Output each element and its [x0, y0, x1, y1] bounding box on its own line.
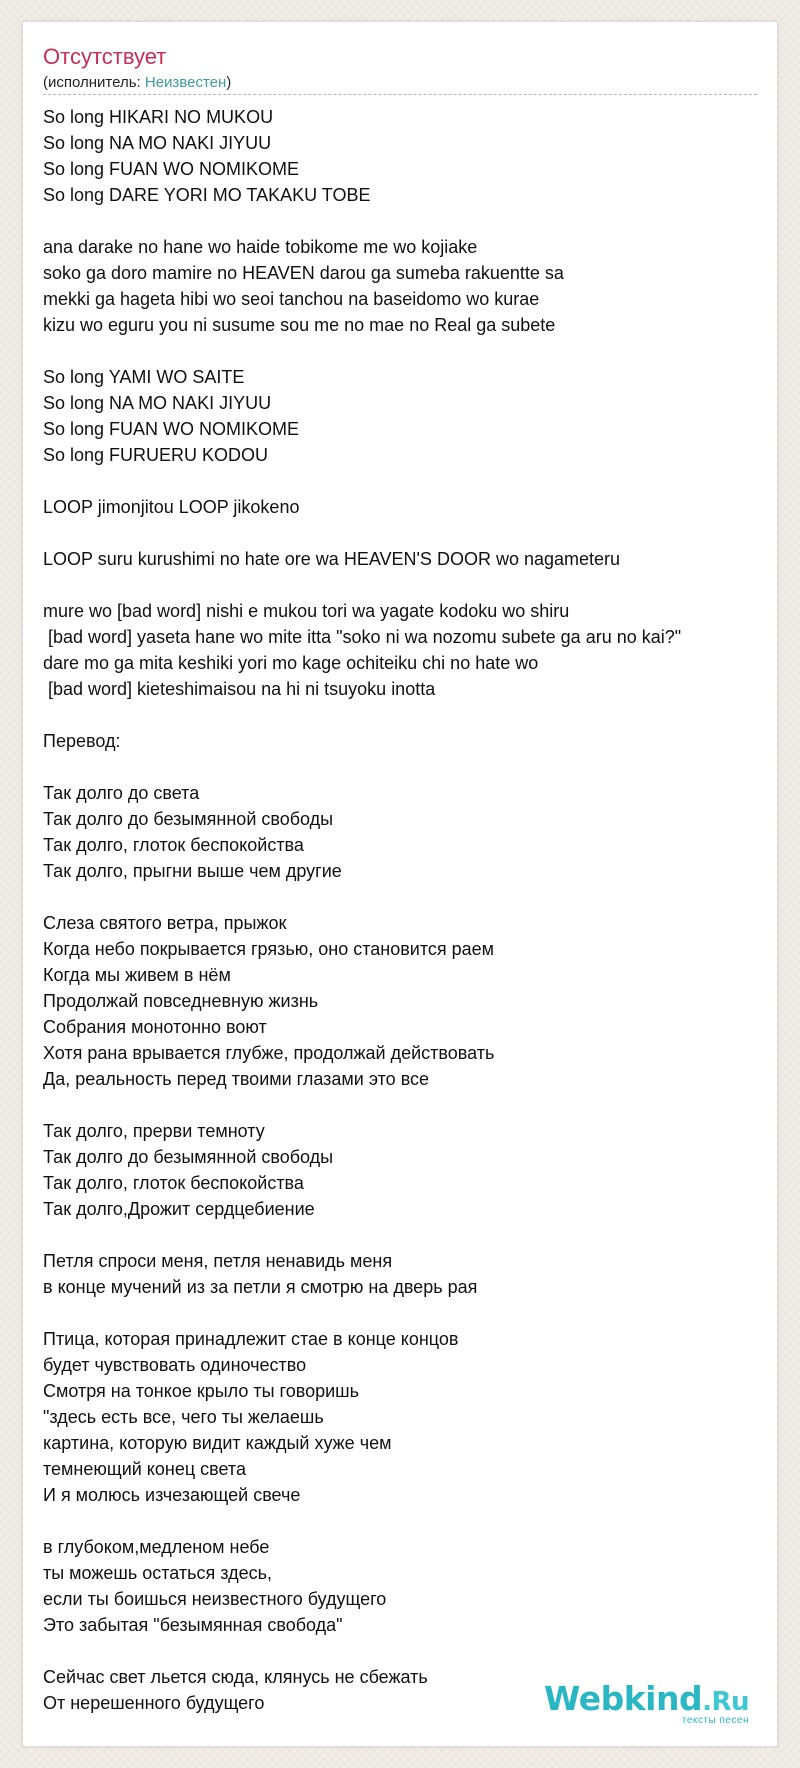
lyric-line: Смотря на тонкое крыло ты говоришь — [43, 1381, 359, 1401]
lyric-line: темнеющий конец света — [43, 1459, 246, 1479]
lyric-line: От нерешенного будущего — [43, 1693, 265, 1713]
lyric-line: Так долго, глоток беспокойства — [43, 1173, 304, 1193]
blank-line — [43, 572, 763, 598]
lyric-line: So long FUAN WO NOMIKOME — [43, 159, 300, 179]
logo-name: Webkind — [543, 1679, 703, 1718]
lyric-line: Так долго,Дрожит сердцебиение — [43, 1199, 315, 1219]
lyric-line: если ты боишься неизвестного будущего — [43, 1589, 387, 1609]
lyric-line: kizu wo eguru you ni susume sou me no mae no Real ga subete — [43, 315, 556, 335]
lyric-line: Петля спроси меня, петля ненавидь меня — [43, 1251, 393, 1271]
lyric-line: ты можешь остаться здесь, — [43, 1563, 273, 1583]
blank-line — [43, 754, 763, 780]
lyric-line: Так долго до безымянной свободы — [43, 809, 334, 829]
lyric-line: Так долго, глоток беспокойства — [43, 835, 304, 855]
logo-tagline: тексты песен — [681, 1715, 749, 1726]
lyric-line: Когда небо покрывается грязью, оно становится раем — [43, 939, 495, 959]
lyric-line: Сейчас свет льется сюда, клянусь не сбежать — [43, 1667, 428, 1687]
lyric-line: Хотя рана врывается глубже, продолжай действовать — [43, 1043, 495, 1063]
blank-line — [43, 520, 763, 546]
song-title: Отсутствует — [43, 44, 167, 69]
artist-link[interactable]: Неизвестен — [144, 74, 227, 91]
blank-line — [43, 1638, 763, 1664]
lyric-line: "здесь есть все, чего ты желаешь — [43, 1407, 324, 1427]
lyric-line: будет чувствовать одиночество — [43, 1355, 307, 1375]
artist-suffix: ) — [226, 74, 232, 91]
blank-line — [43, 1300, 763, 1326]
lyric-line: Так долго, прерви темноту — [43, 1121, 265, 1141]
blank-line — [43, 208, 763, 234]
lyric-line: в конце мучений из за петли я смотрю на дверь рая — [43, 1277, 478, 1297]
lyric-line: Птица, которая принадлежит стае в конце концов — [43, 1329, 459, 1349]
lyric-line: So long NA MO NAKI JIYUU — [43, 393, 272, 413]
lyric-line: LOOP suru kurushimi no hate ore wa HEAVEN'S DOOR wo nagameteru — [43, 549, 621, 569]
lyric-line: So long DARE YORI MO TAKAKU TOBE — [43, 185, 371, 205]
lyric-line: mure wo [bad word] nishi e mukou tori wa yagate kodoku wo shiru — [43, 601, 570, 621]
lyric-line: И я молюсь изчезающей свече — [43, 1485, 301, 1505]
blank-line — [43, 1222, 763, 1248]
lyric-line: So long FUAN WO NOMIKOME — [43, 419, 300, 439]
lyric-line: LOOP jimonjitou LOOP jikokeno — [43, 497, 300, 517]
lyric-line: Так долго до безымянной свободы — [43, 1147, 334, 1167]
artist-line — [43, 74, 231, 91]
blank-line — [43, 1092, 763, 1118]
lyrics-text — [43, 104, 763, 1716]
lyric-line: soko ga doro mamire no HEAVEN darou ga sumeba rakuentte sa — [43, 263, 564, 283]
lyric-line: Собрания монотонно воют — [43, 1017, 267, 1037]
lyric-line: mekki ga hageta hibi wo seoi tanchou na baseidomo wo kurae — [43, 289, 540, 309]
blank-line — [43, 338, 763, 364]
blank-line — [43, 702, 763, 728]
blank-line — [43, 468, 763, 494]
blank-line — [43, 884, 763, 910]
lyric-line: Слеза святого ветра, прыжок — [43, 913, 287, 933]
lyric-line: Так долго, прыгни выше чем другие — [43, 861, 342, 881]
lyric-line: Да, реальность перед твоими глазами это все — [43, 1069, 430, 1089]
logo-tld: .Ru — [702, 1687, 749, 1717]
lyric-line: Продолжай повседневную жизнь — [43, 991, 319, 1011]
title-divider — [43, 94, 757, 95]
lyric-line: Когда мы живем в нём — [43, 965, 231, 985]
artist-prefix: (исполнитель: — [43, 74, 145, 91]
lyric-line: Это забытая "безымянная свобода" — [43, 1615, 343, 1635]
lyric-line: dare mo ga mita keshiki yori mo kage ochiteiku chi no hate wo — [43, 653, 539, 673]
lyric-line: Так долго до света — [43, 783, 200, 803]
lyric-line: Перевод: — [43, 731, 121, 751]
site-logo[interactable] — [543, 1679, 749, 1726]
lyric-line: ana darake no hane wo haide tobikome me wo kojiake — [43, 237, 478, 257]
lyric-line: в глубоком,медленом небе — [43, 1537, 270, 1557]
lyric-line: [bad word] yaseta hane wo mite itta "soko ni wa nozomu subete ga aru no kai?" — [43, 627, 682, 647]
lyric-line: картина, которую видит каждый хуже чем — [43, 1433, 392, 1453]
logo-wordmark — [543, 1679, 749, 1718]
lyric-line: So long FURUERU KODOU — [43, 445, 269, 465]
lyric-line: [bad word] kieteshimaisou na hi ni tsuyoku inotta — [43, 679, 436, 699]
blank-line — [43, 1508, 763, 1534]
lyrics-card — [22, 21, 778, 1747]
lyric-line: So long YAMI WO SAITE — [43, 367, 245, 387]
lyric-line: So long NA MO NAKI JIYUU — [43, 133, 272, 153]
lyric-line: So long HIKARI NO MUKOU — [43, 107, 274, 127]
